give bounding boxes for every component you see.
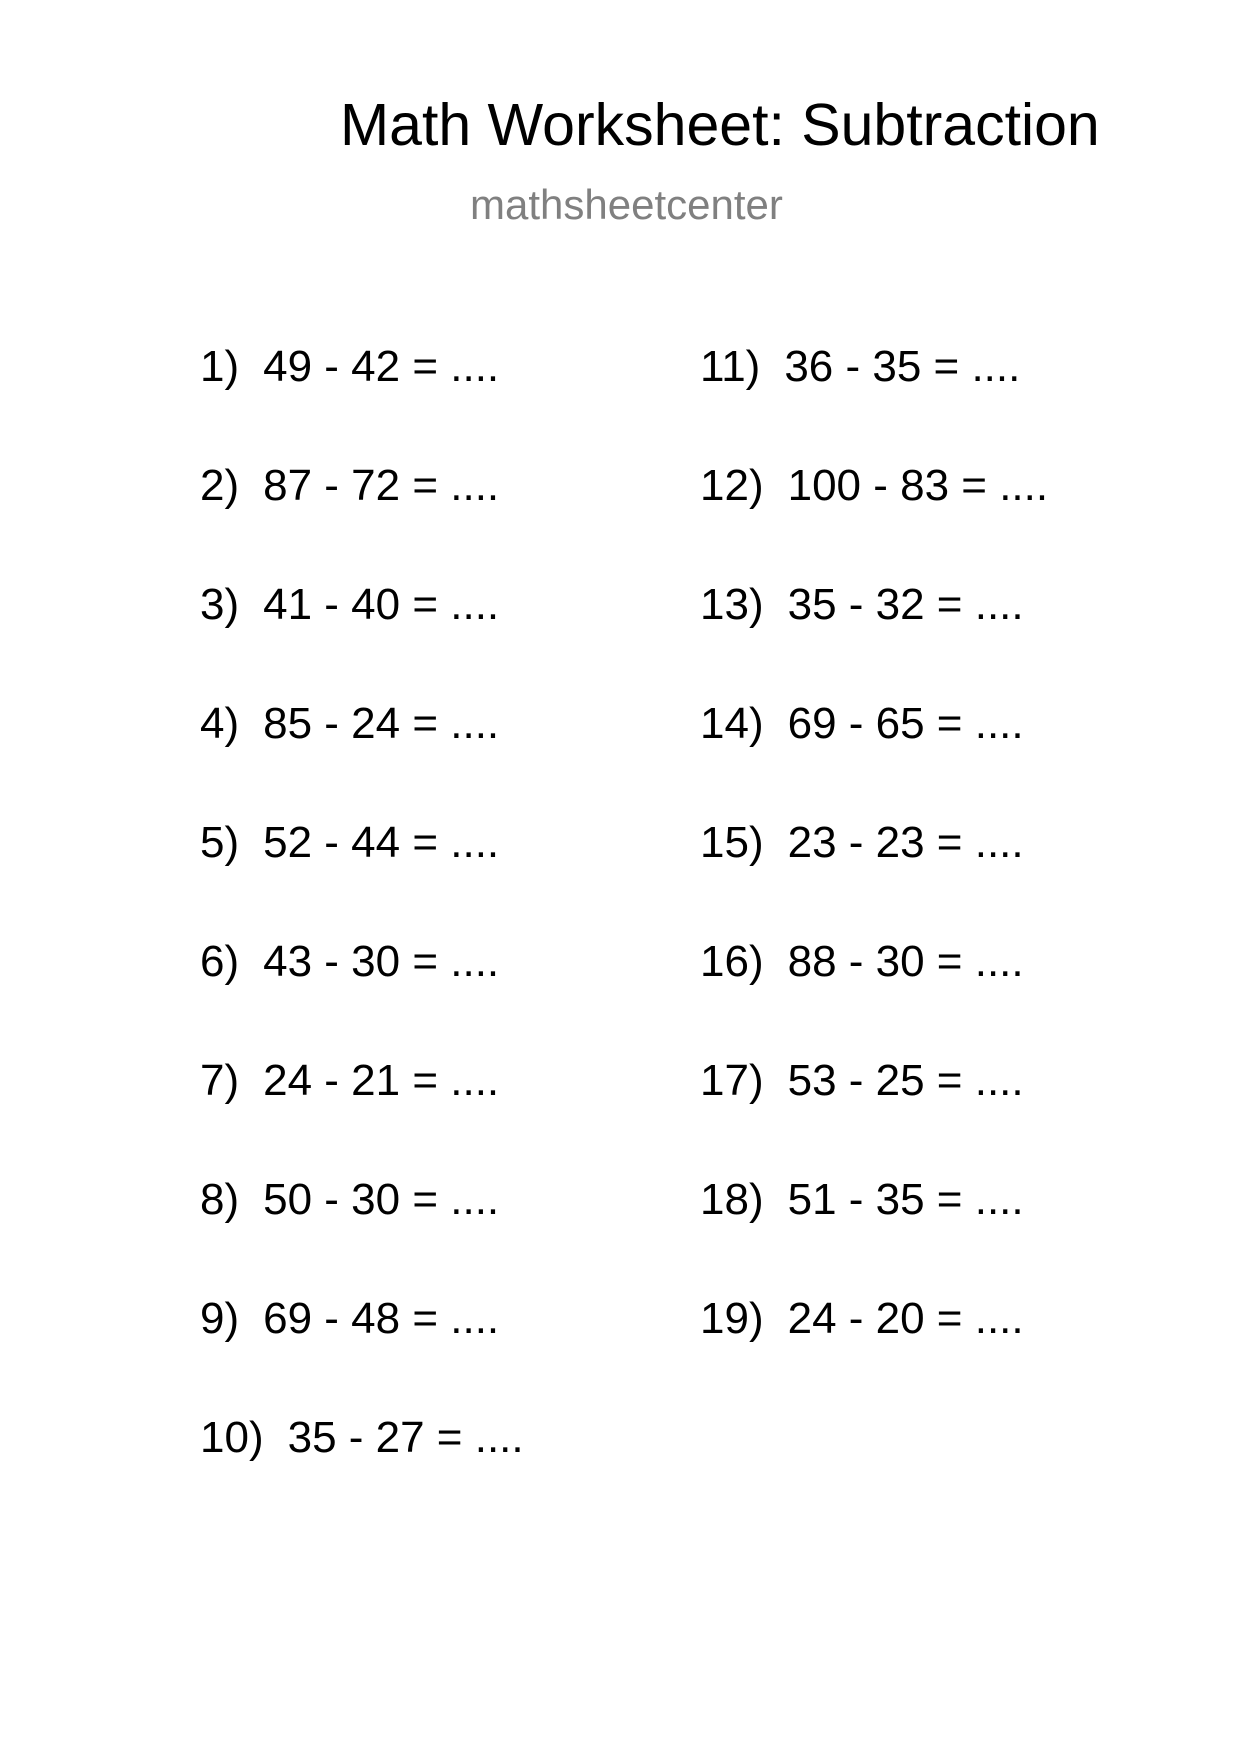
- problem-item: [700, 818, 1024, 867]
- problem-item: [200, 461, 500, 510]
- problem-number: 4): [200, 699, 240, 748]
- problem-number: 5): [200, 818, 240, 867]
- problem-expression: 24 - 20 = ....: [787, 1294, 1024, 1343]
- problem-number: 13): [700, 580, 764, 629]
- problem-item: [700, 461, 1049, 510]
- problem-number: 7): [200, 1056, 240, 1105]
- problem-expression: 85 - 24 = ....: [263, 699, 500, 748]
- problem-expression: 52 - 44 = ....: [263, 818, 500, 867]
- problem-item: [700, 1056, 1024, 1105]
- problem-number: 18): [700, 1175, 764, 1224]
- problem-item: [200, 699, 500, 748]
- problem-number: 16): [700, 937, 764, 986]
- problem-expression: 43 - 30 = ....: [263, 937, 500, 986]
- problem-item: [700, 699, 1024, 748]
- problem-expression: 100 - 83 = ....: [787, 461, 1049, 510]
- problem-expression: 23 - 23 = ....: [787, 818, 1024, 867]
- problem-number: 3): [200, 580, 240, 629]
- page-title: Math Worksheet: Subtraction: [340, 92, 1100, 158]
- problem-item: [200, 1175, 500, 1224]
- problem-number: 11): [700, 342, 761, 391]
- problem-expression: 53 - 25 = ....: [787, 1056, 1024, 1105]
- problem-item: [200, 1413, 524, 1462]
- problem-item: [700, 580, 1024, 629]
- problem-number: 1): [200, 342, 240, 391]
- problem-expression: 51 - 35 = ....: [787, 1175, 1024, 1224]
- problem-item: [200, 1056, 500, 1105]
- problem-expression: 87 - 72 = ....: [263, 461, 500, 510]
- problem-item: [700, 1175, 1024, 1224]
- problem-expression: 41 - 40 = ....: [263, 580, 500, 629]
- problem-item: [700, 1294, 1024, 1343]
- problem-number: 9): [200, 1294, 240, 1343]
- problem-number: 17): [700, 1056, 764, 1105]
- problem-expression: 36 - 35 = ....: [784, 342, 1021, 391]
- problem-number: 2): [200, 461, 240, 510]
- problem-number: 6): [200, 937, 240, 986]
- problem-expression: 88 - 30 = ....: [787, 937, 1024, 986]
- problem-item: [200, 818, 500, 867]
- problem-number: 8): [200, 1175, 240, 1224]
- problem-expression: 35 - 32 = ....: [787, 580, 1024, 629]
- problem-item: [200, 342, 500, 391]
- problem-item: [700, 937, 1024, 986]
- problem-number: 19): [700, 1294, 764, 1343]
- problem-expression: 69 - 65 = ....: [787, 699, 1024, 748]
- problem-item: [200, 1294, 500, 1343]
- problem-item: [700, 342, 1021, 391]
- problem-expression: 24 - 21 = ....: [263, 1056, 500, 1105]
- problem-number: 15): [700, 818, 764, 867]
- problem-number: 12): [700, 461, 764, 510]
- problem-item: [200, 580, 500, 629]
- site-name: mathsheetcenter: [470, 181, 783, 228]
- problem-item: [200, 937, 500, 986]
- problem-expression: 35 - 27 = ....: [287, 1413, 524, 1462]
- problem-expression: 69 - 48 = ....: [263, 1294, 500, 1343]
- problem-expression: 50 - 30 = ....: [263, 1175, 500, 1224]
- problem-number: 10): [200, 1413, 264, 1462]
- problem-expression: 49 - 42 = ....: [263, 342, 500, 391]
- problem-number: 14): [700, 699, 764, 748]
